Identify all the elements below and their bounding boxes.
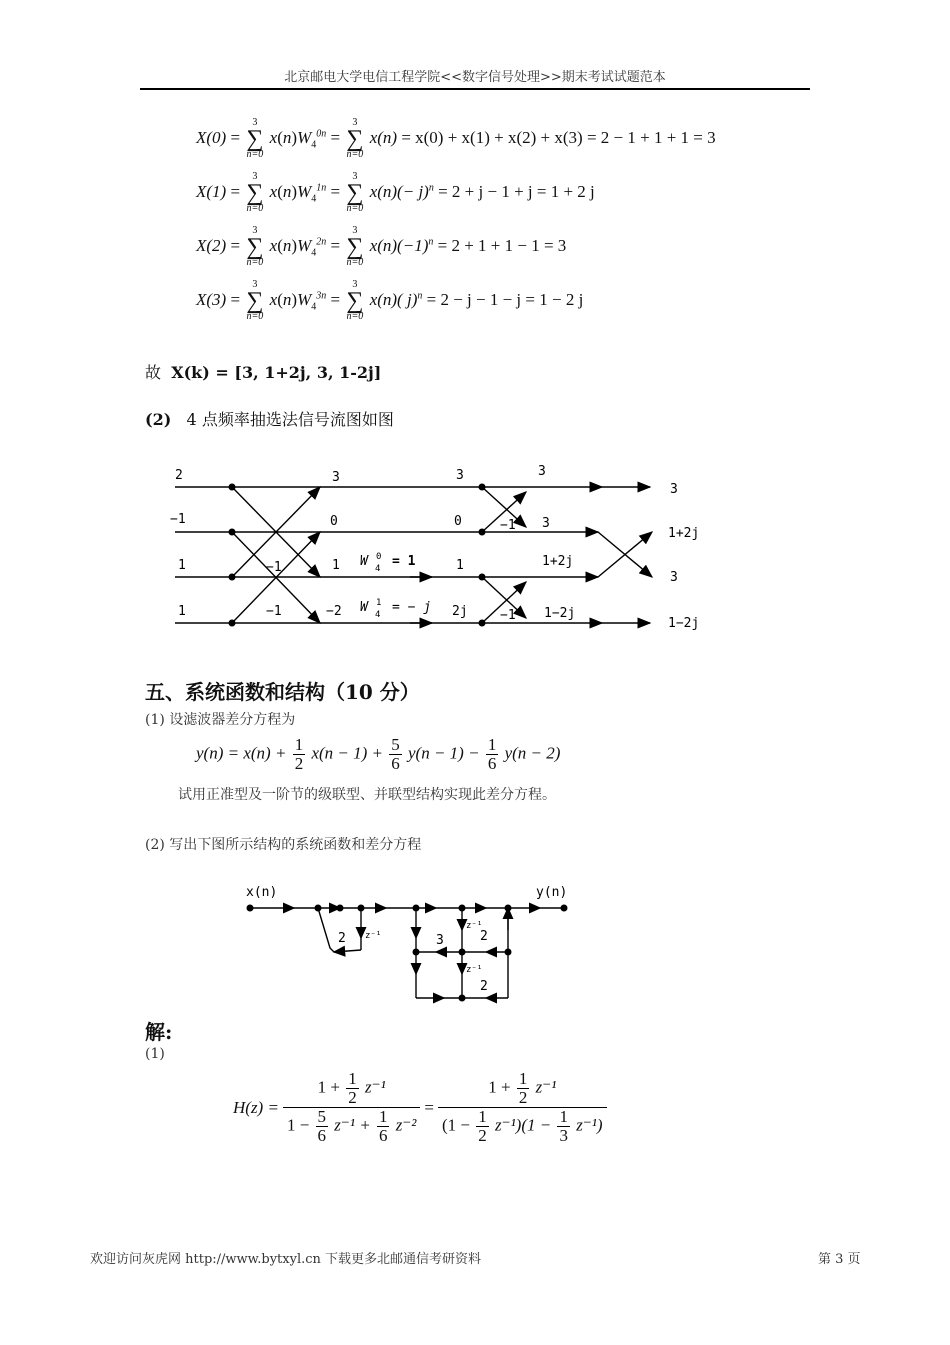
svg-text:0: 0 (330, 514, 338, 529)
svg-text:3: 3 (332, 470, 340, 485)
page-header: 北京邮电大学电信工程学院<<数字信号处理>>期末考试试题范本 (284, 70, 666, 85)
diagram-input-label: x(n) (246, 885, 278, 900)
flow-output: 1−2j (668, 616, 700, 631)
flow-input: 1 (178, 558, 186, 573)
q2-heading: (2) 写出下图所示结构的系统函数和差分方程 (145, 837, 422, 853)
conclusion-line: 故 X(k) = [3, 1+2j, 3, 1-2j] (145, 363, 382, 382)
svg-text:3: 3 (538, 464, 546, 479)
svg-text:1: 1 (456, 558, 464, 573)
svg-text:4: 4 (375, 564, 381, 574)
svg-text:z⁻¹: z⁻¹ (466, 965, 483, 975)
part2-heading: (2) 4 点频率抽选法信号流图如图 (145, 410, 394, 429)
svg-text:1: 1 (376, 598, 382, 608)
sum-symbol: 3 ∑ n=0 (246, 117, 264, 160)
flow-output: 1+2j (668, 526, 700, 541)
flow-input: 1 (178, 604, 186, 619)
svg-text:z⁻¹: z⁻¹ (466, 921, 483, 931)
header-rule (140, 88, 810, 90)
svg-text:= − j: = − j (392, 600, 432, 615)
section-title: 五、系统函数和结构（10 分） (145, 680, 420, 704)
dft-row-1: X(1) = 3 ∑ n=0 $x(n)W_4^{1n}$ = 3 ∑ n=0 $x(n)(- j)^n = 2 + j - 1 + j = 1 + 2$ j (196, 171, 595, 214)
diagram-output-label: y(n) (536, 885, 568, 900)
svg-text:−2: −2 (326, 604, 342, 619)
svg-text:W: W (360, 600, 368, 615)
svg-text:3: 3 (542, 516, 550, 531)
svg-text:3: 3 (456, 468, 464, 483)
svg-text:2: 2 (480, 979, 488, 994)
svg-text:0: 0 (376, 552, 382, 562)
svg-text:2: 2 (480, 929, 488, 944)
svg-text:1: 1 (332, 558, 340, 573)
page-number: 第 3 页 (818, 1252, 861, 1267)
svg-text:−1: −1 (500, 518, 516, 533)
svg-text:1+2j: 1+2j (542, 554, 574, 569)
structure-diagram (238, 878, 578, 1006)
svg-text:4: 4 (375, 610, 381, 620)
svg-text:= 1: = 1 (392, 554, 416, 569)
footer-link-text: 欢迎访问灰虎网 http://www.bytxyl.cn 下载更多北邮通信考研资料 (90, 1252, 482, 1267)
transfer-function: H(z) = 1 + $\frac{1}{2}$ z⁻¹ = 1 + $\frac{1}{2}$ z⁻¹ 1 − $\frac{5}{6}$ z⁻¹ + $\frac{1}{6}$ z⁻² (1 − $\frac{1}{2}$ z⁻¹)(1 − $\frac{1}{3}$ z⁻¹) (232, 1070, 607, 1145)
flow-input: −1 (170, 512, 186, 527)
svg-text:z⁻¹: z⁻¹ (365, 931, 382, 941)
flow-output: 3 (670, 570, 678, 585)
flow-input: 2 (175, 468, 183, 483)
svg-text:W: W (360, 554, 368, 569)
dft-row-3: X(3) = 3 ∑ n=0 $x(n)W_4^{3n}$ = 3 ∑ n=0 x(n)( j)$^n$ = 2 − j − 1 − j = 1 − 2 j (196, 279, 584, 322)
svg-text:3: 3 (436, 933, 444, 948)
solution-title: 解: (145, 1020, 173, 1044)
flow-output: 3 (670, 482, 678, 497)
svg-text:1−2j: 1−2j (544, 606, 576, 621)
svg-text:−1: −1 (266, 604, 282, 619)
fft-flow-graph (160, 455, 730, 640)
q1-heading: (1) 设滤波器差分方程为 (145, 712, 296, 728)
svg-text:−1: −1 (500, 608, 516, 623)
svg-text:2j: 2j (452, 604, 468, 619)
difference-equation: y(n) = x(n) + $\frac{1}{2}$ x(n − 1) + $\frac{5}{6}$ y(n − 1) − $\frac{1}{6}$ y(n − 2) (196, 735, 561, 773)
svg-text:−1: −1 (266, 560, 282, 575)
solution-part-label: (1) (145, 1046, 165, 1062)
svg-text:0: 0 (454, 514, 462, 529)
q1-task: 试用正准型及一阶节的级联型、并联型结构实现此差分方程。 (178, 787, 556, 803)
svg-text:2: 2 (338, 931, 346, 946)
dft-row-0: X(0) = 3 ∑ n=0 $x(n)W_4^{0n}$ = 3 ∑ n=0 x(n) = x(0) + x(1) + x(2) + x(3) = 2 − 1 + 1 + 1 = 3 (196, 117, 716, 160)
dft-row-2: X(2) = 3 ∑ n=0 $x(n)W_4^{2n}$ = 3 ∑ n=0 $x(n)(-1)^n = 2 + 1 + 1 - 1 = 3$ (196, 225, 567, 268)
